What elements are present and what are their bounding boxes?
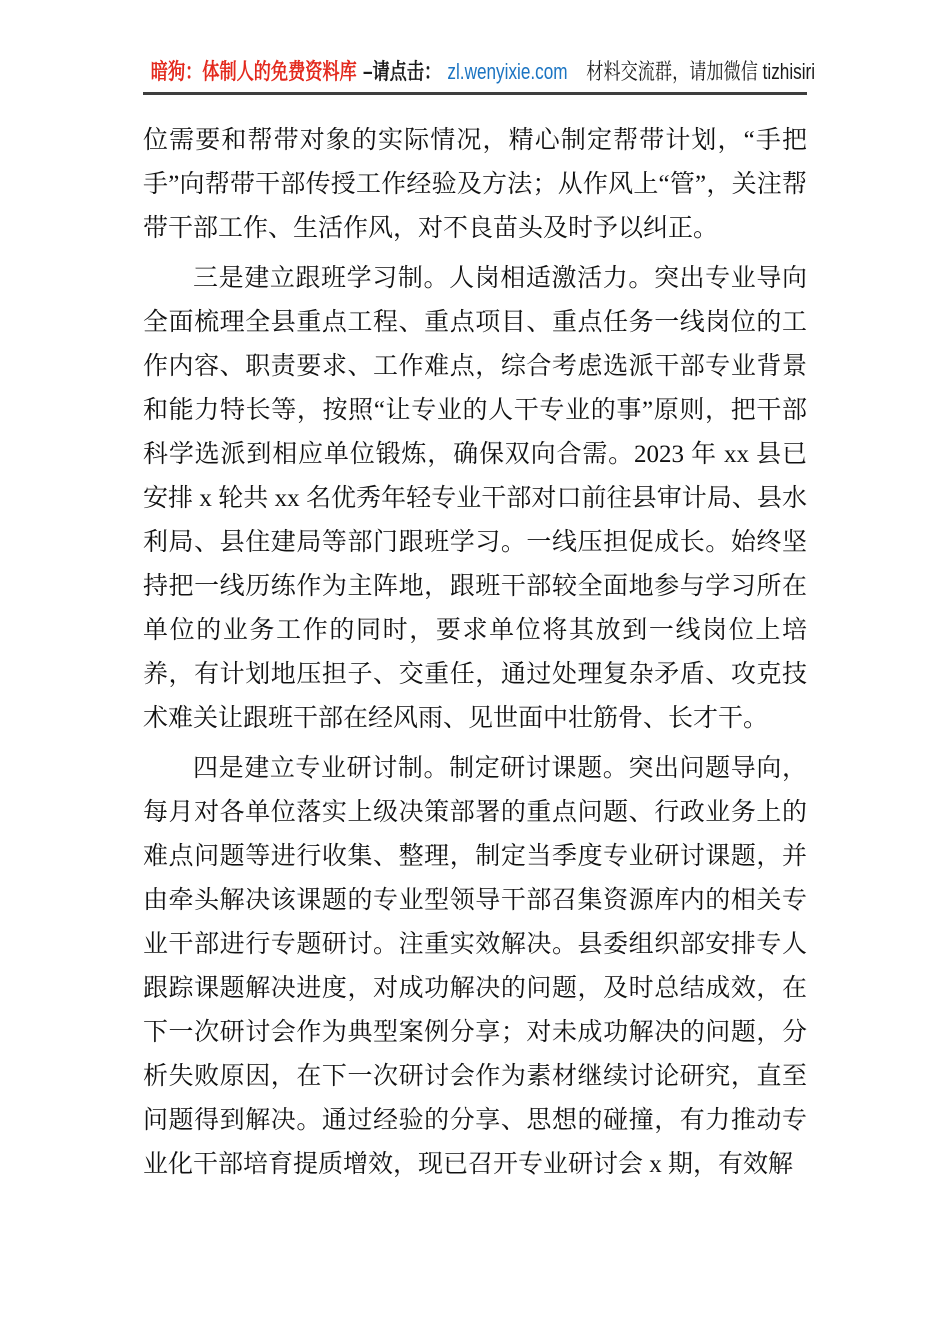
body-paragraph-2: 三是建立跟班学习制。人岗相适激活力。突出专业导向全面梳理全县重点工程、重点项目、重点任务一线岗位的工作内容、职责要求、工作难点，综合考虑选派干部专业背景和能力特长等，按照“让专业的人干专业的事”原则，把干部科学选派到相应单位锻炼，确保双向合需。2023 年 xx 县已安排 x 轮共 xx 名优秀年轻专业干部对口前往县审计局、县水利局、县住建局等部门跟班学习。一线压担促成长。始终坚持把一线历练作为主阵地，跟班干部较全面地参与学习所在单位的业务工作的同时，要求单位将其放到一线岗位上培养，有计划地压担子、交重任，通过处理复杂矛盾、攻克技术难关让跟班干部在经风雨、见世面中壮筋骨、长才干。 <box>143 265 807 732</box>
promo-site-name: 暗狗：体制人的免费资料库 <box>150 59 357 84</box>
document-body <box>143 119 807 1187</box>
content-column <box>143 0 816 1187</box>
promo-header-line <box>143 57 816 87</box>
promo-header <box>143 0 816 95</box>
promo-wechat-note: 材料交流群，请加微信 tizhisiri <box>586 59 816 84</box>
promo-link-url[interactable]: zl.wenyixie.com <box>447 59 568 84</box>
promo-click-prompt: –请点击： <box>362 59 442 84</box>
body-paragraph-3: 四是建立专业研讨制。制定研讨课题。突出问题导向，每月对各单位落实上级决策部署的重点问题、行政业务上的难点问题等进行收集、整理，制定当季度专业研讨课题，并由牵头解决该课题的专业型领导干部召集资源库内的相关专业干部进行专题研讨。注重实效解决。县委组织部安排专人跟踪课题解决进度，对成功解决的问题，及时总结成效，在下一次研讨会作为典型案例分享；对未成功解决的问题，分析失败原因，在下一次研讨会作为素材继续讨论研究，直至问题得到解决。通过经验的分享、思想的碰撞，有力推动专业化干部培育提质增效，现已召开专业研讨会 x 期，有效解 <box>143 755 807 1178</box>
body-paragraph-1: 位需要和帮带对象的实际情况，精心制定帮带计划，“手把手”向帮带干部传授工作经验及方法；从作风上“管”，关注帮带干部工作、生活作风，对不良苗头及时予以纠正。 <box>143 127 807 242</box>
